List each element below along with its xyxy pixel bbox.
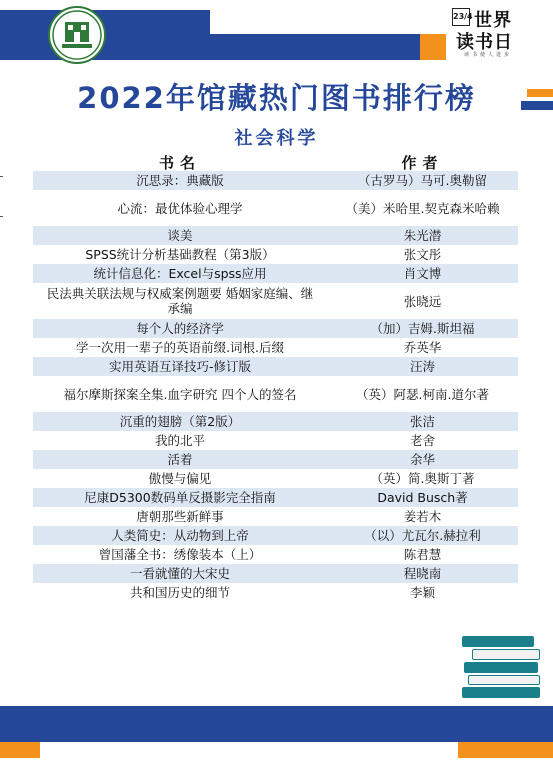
book-author: 肖文博 <box>403 266 442 281</box>
book-spine <box>462 687 540 698</box>
margin-tick <box>0 176 3 177</box>
book-title: 共和国历史的细节 <box>129 585 230 600</box>
book-author: 姜若木 <box>403 509 442 524</box>
brand-slogan: 读书使人进步 <box>464 52 513 58</box>
ranking-table <box>33 153 518 602</box>
book-title: 一看就懂的大宋史 <box>129 566 230 581</box>
books-stack-icon <box>462 636 542 698</box>
table-row <box>33 545 518 564</box>
table-row <box>33 283 518 319</box>
footer-band-orange-left <box>0 742 40 758</box>
book-author: 张文彤 <box>403 247 442 262</box>
book-title: 曾国藩全书：绣像装本（上） <box>98 547 262 562</box>
table-row <box>33 450 518 469</box>
brand-line2: 读书日 <box>456 32 513 53</box>
title-deco-blue <box>521 101 553 110</box>
title-deco-orange <box>527 89 553 97</box>
book-title: 统计信息化：Excel与spss应用 <box>93 266 267 281</box>
book-title: 学一次用一辈子的英语前缀.词根.后缀 <box>76 340 284 355</box>
table-row <box>33 338 518 357</box>
book-author: 张洁 <box>409 414 435 429</box>
book-title: 沉思录：典藏版 <box>136 173 224 188</box>
table-row <box>33 190 518 226</box>
book-title: 傲慢与偏见 <box>148 471 212 486</box>
table-row <box>33 245 518 264</box>
table-row <box>33 469 518 488</box>
table-row <box>33 526 518 545</box>
book-title: 活着 <box>167 452 193 467</box>
book-title: 每个人的经济学 <box>136 321 224 336</box>
book-title: 实用英语互译技巧-修订版 <box>108 359 251 374</box>
book-author: （以）尤瓦尔.赫拉利 <box>364 528 481 543</box>
table-header <box>33 153 518 171</box>
table-row <box>33 171 518 190</box>
date-badge: 23/4 <box>452 8 470 26</box>
book-title: 唐朝那些新鲜事 <box>136 509 224 524</box>
table-row <box>33 319 518 338</box>
column-header-title: 书名 <box>158 153 201 172</box>
book-title: 我的北平 <box>154 433 205 448</box>
book-title: 民法典关联法规与权威案例题要 婚姻家庭编、继承编 <box>46 286 314 316</box>
book-title: SPSS统计分析基础教程（第3版） <box>85 247 275 262</box>
table-row <box>33 488 518 507</box>
book-author: 李颖 <box>409 585 435 600</box>
book-spine <box>462 636 534 647</box>
header-band-orange <box>420 34 446 60</box>
book-author: （英）阿瑟.柯南.道尔著 <box>356 386 489 402</box>
table-row <box>33 583 518 602</box>
margin-tick <box>0 216 3 217</box>
table-body <box>33 171 518 602</box>
book-title: 沉重的翅膀（第2版） <box>119 414 241 429</box>
table-row <box>33 376 518 412</box>
category-subtitle: 社会科学 <box>234 128 319 149</box>
book-author: （古罗马）马可.奥勒留 <box>358 173 487 188</box>
library-emblem-icon <box>50 8 104 62</box>
book-author: 张晓远 <box>403 293 442 309</box>
book-author: （美）米哈里.契克森米哈赖 <box>345 200 500 216</box>
book-title: 人类简史：从动物到上帝 <box>111 528 249 543</box>
book-author: 陈君慧 <box>403 547 442 562</box>
world-book-day-logo <box>452 4 548 62</box>
book-title: 谈美 <box>167 228 193 243</box>
table-row <box>33 226 518 245</box>
table-row <box>33 507 518 526</box>
book-title: 福尔摩斯探案全集.血字研究 四个人的签名 <box>63 386 297 402</box>
column-header-author: 作者 <box>401 153 444 172</box>
footer-band-blue <box>0 706 553 742</box>
book-author: 余华 <box>409 452 435 467</box>
library-logo <box>48 6 106 64</box>
book-author: 程晓南 <box>403 566 442 581</box>
table-row <box>33 264 518 283</box>
page-title: 2022年馆藏热门图书排行榜 <box>77 81 476 115</box>
book-title: 心流：最优体验心理学 <box>117 200 243 216</box>
table-row <box>33 431 518 450</box>
book-author: 乔英华 <box>403 340 442 355</box>
book-author: （加）吉姆.斯坦福 <box>370 321 475 336</box>
table-row <box>33 357 518 376</box>
header-band-mid <box>210 34 420 60</box>
table-row <box>33 564 518 583</box>
book-author: David Busch著 <box>377 490 468 505</box>
footer-band-orange-right <box>458 742 553 758</box>
book-title: 尼康D5300数码单反摄影完全指南 <box>84 490 276 505</box>
book-spine <box>464 662 538 673</box>
book-author: （英）简.奥斯丁著 <box>370 471 475 486</box>
book-author: 汪涛 <box>409 359 435 374</box>
book-author: 朱光潜 <box>403 228 442 243</box>
book-author: 老舍 <box>409 433 435 448</box>
book-spine <box>472 649 540 660</box>
book-spine <box>468 675 540 685</box>
brand-line1: 世界 <box>474 10 512 31</box>
table-row <box>33 412 518 431</box>
